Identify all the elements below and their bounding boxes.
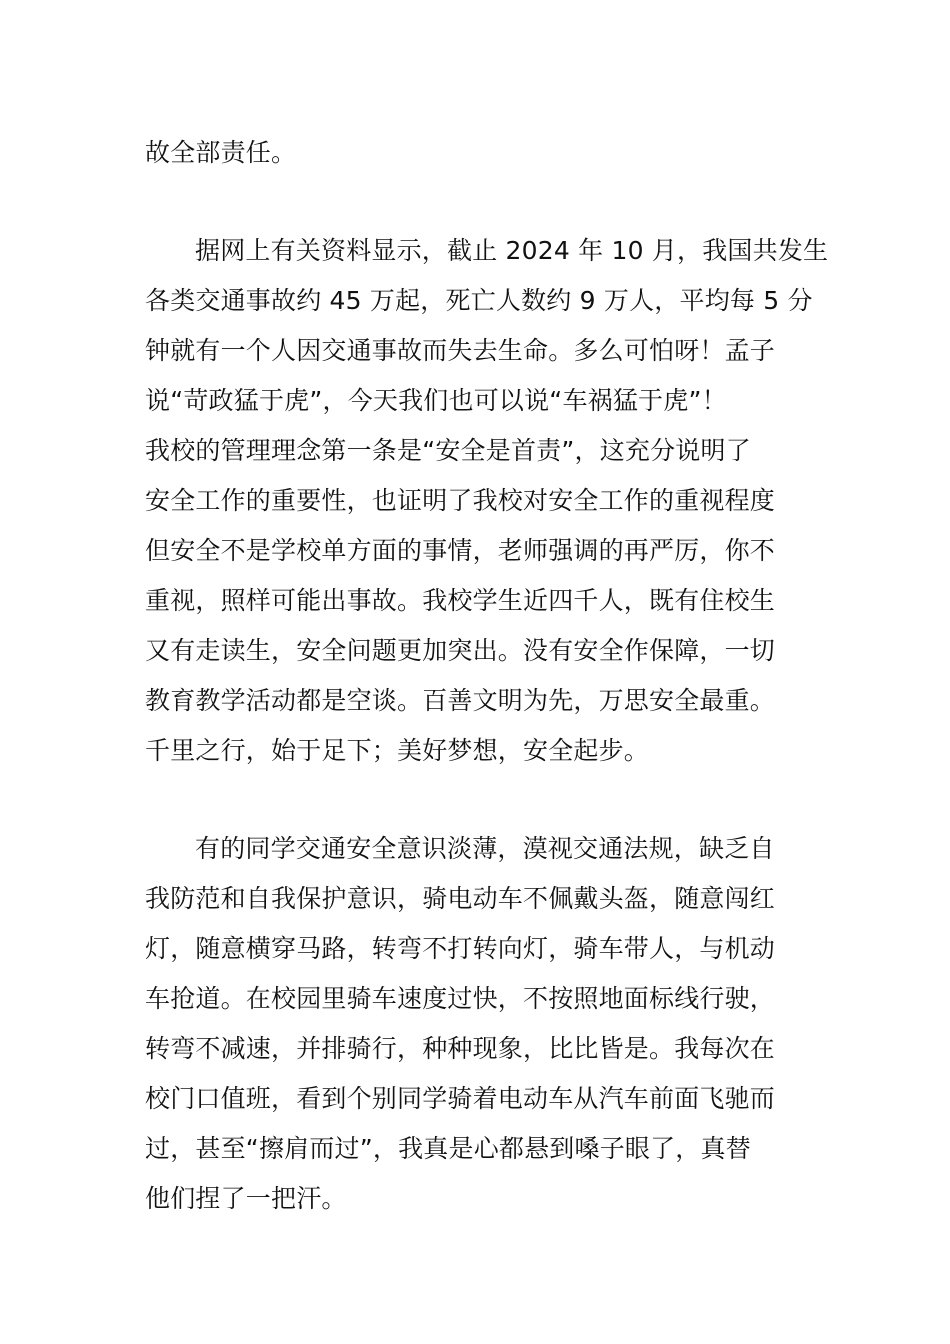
text-line: 灯，随意横穿马路，转弯不打转向灯，骑车带人，与机动 xyxy=(145,934,776,963)
text-line: 他们捏了一把汗。 xyxy=(145,1184,347,1213)
text-line: 校门口值班，看到个别同学骑着电动车从汽车前面飞驰而 xyxy=(145,1084,776,1113)
text-line: 但安全不是学校单方面的事情，老师强调的再严厉，你不 xyxy=(145,536,776,565)
text-line: 我防范和自我保护意识，骑电动车不佩戴头盔，随意闯红 xyxy=(145,884,776,913)
text-line: 我校的管理理念第一条是“安全是首责”，这充分说明了 xyxy=(145,436,751,465)
text-line: 有的同学交通安全意识淡薄，漠视交通法规，缺乏自 xyxy=(195,834,775,863)
text-line: 车抢道。在校园里骑车速度过快，不按照地面标线行驶， xyxy=(145,984,776,1013)
text-line: 安全工作的重要性，也证明了我校对安全工作的重视程度 xyxy=(145,486,776,515)
text-line: 说“苛政猛于虎”，今天我们也可以说“车祸猛于虎”！ xyxy=(145,386,727,415)
text-line: 各类交通事故约 45 万起，死亡人数约 9 万人，平均每 5 分 xyxy=(145,286,813,315)
text-line: 钟就有一个人因交通事故而失去生命。多么可怕呀！孟子 xyxy=(145,336,776,365)
text-line: 千里之行，始于足下；美好梦想，安全起步。 xyxy=(145,736,650,765)
text-line: 教育教学活动都是空谈。百善文明为先，万思安全最重。 xyxy=(145,686,776,715)
text-line: 据网上有关资料显示，截止 2024 年 10 月，我国共发生 xyxy=(195,236,829,265)
text-line: 故全部责任。 xyxy=(145,138,297,167)
text-line: 转弯不减速，并排骑行，种种现象，比比皆是。我每次在 xyxy=(145,1034,776,1063)
text-line: 重视，照样可能出事故。我校学生近四千人，既有住校生 xyxy=(145,586,776,615)
text-line: 过，甚至“擦肩而过”，我真是心都悬到嗓子眼了，真替 xyxy=(145,1134,751,1163)
text-line: 又有走读生，安全问题更加突出。没有安全作保障，一切 xyxy=(145,636,776,665)
